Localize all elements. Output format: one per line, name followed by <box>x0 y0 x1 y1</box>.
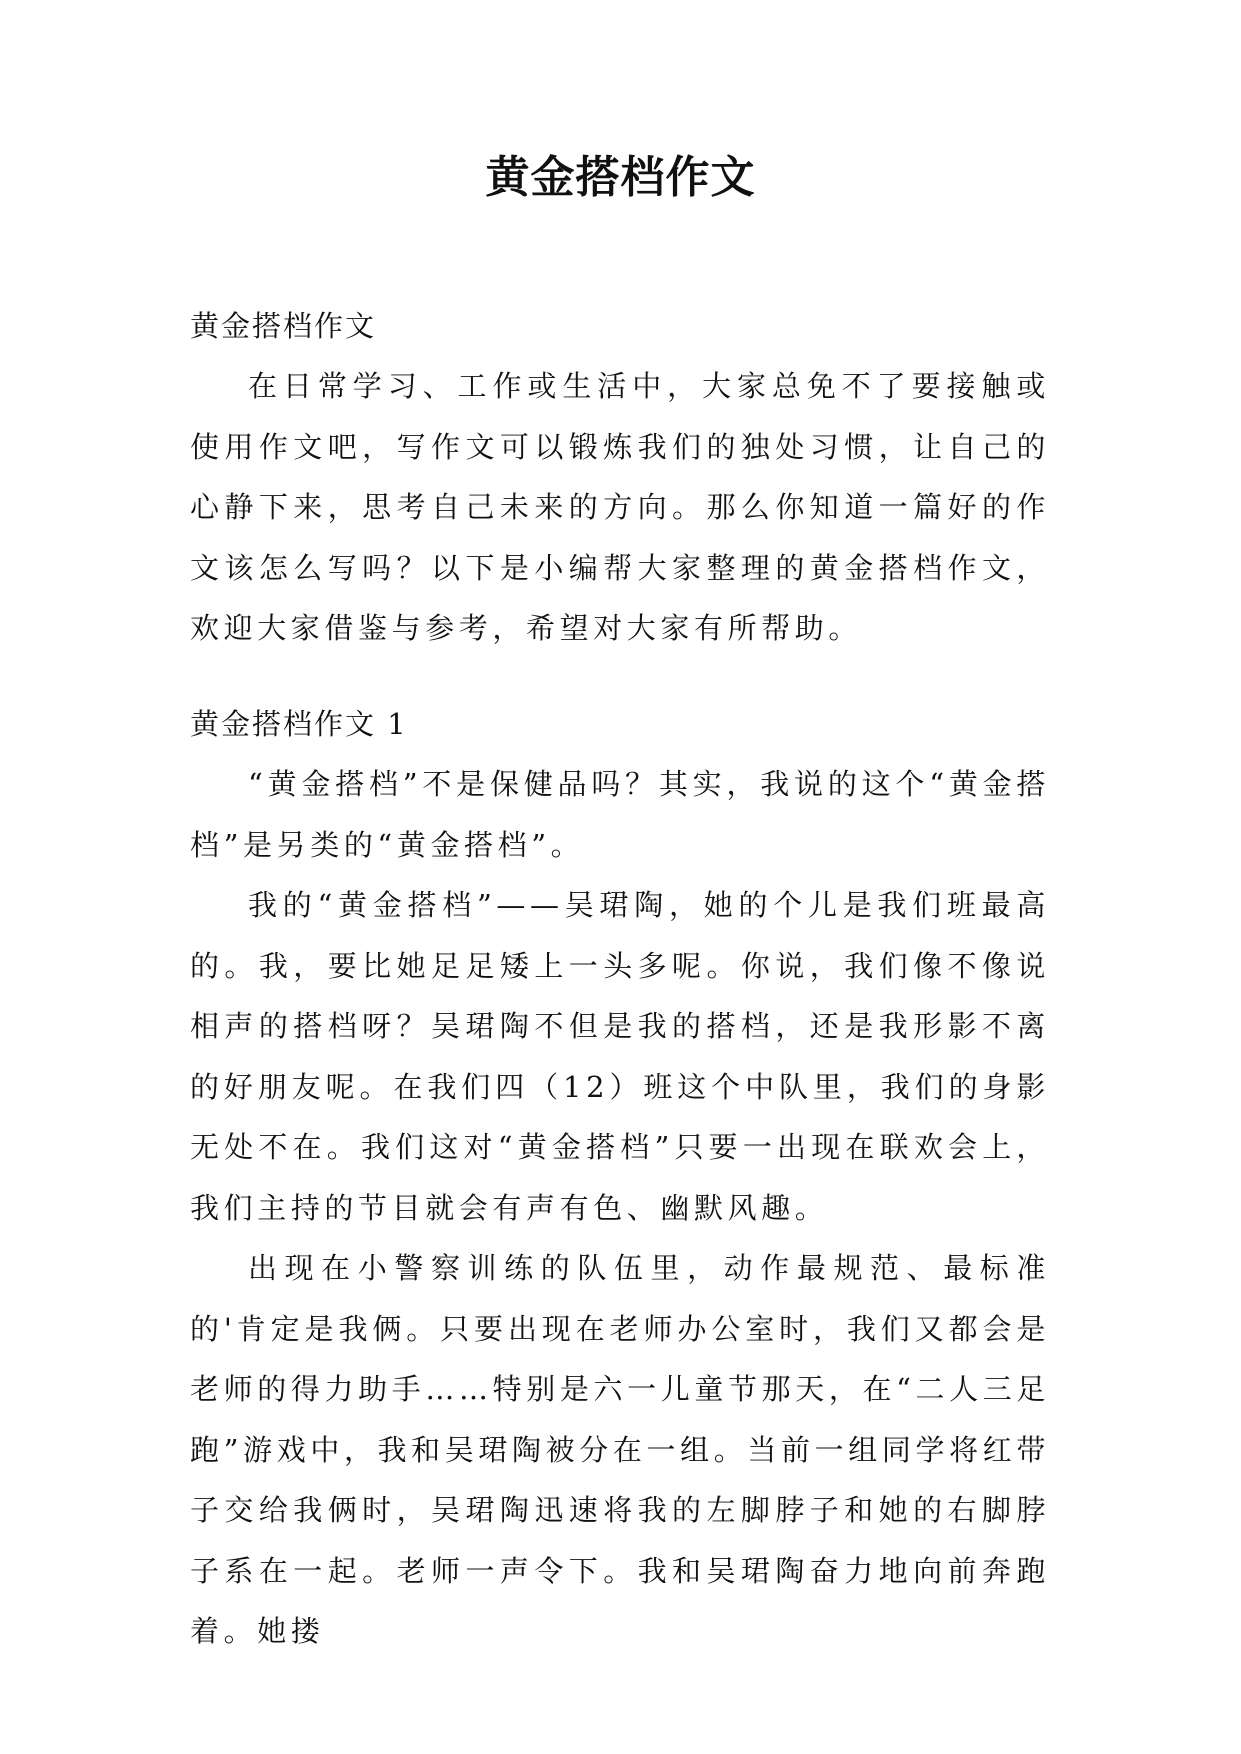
body-paragraph: “黄金搭档”不是保健品吗？其实，我说的这个“黄金搭档”是另类的“黄金搭档”。 <box>190 767 1050 862</box>
intro-section <box>190 296 1050 659</box>
section-1 <box>190 694 1050 1662</box>
body-paragraph: 我的“黄金搭档”——吴珺陶，她的个儿是我们班最高的。我，要比她足足矮上一头多呢。你说，我们像不像说相声的搭档呀？吴珺陶不但是我的搭档，还是我形影不离的好朋友呢。在我们四（12）班这个中队里，我们的身影无处不在。我们这对“黄金搭档”只要一出现在联欢会上，我们主持的节目就会有声有色、幽默风趣。 <box>190 888 1050 1225</box>
section-1-heading: 黄金搭档作文 1 <box>190 707 408 741</box>
intro-heading: 黄金搭档作文 <box>190 309 377 343</box>
intro-paragraph: 在日常学习、工作或生活中，大家总免不了要接触或使用作文吧，写作文可以锻炼我们的独处习惯，让自己的心静下来，思考自己未来的方向。那么你知道一篇好的作文该怎么写吗？以下是小编帮大家整理的黄金搭档作文，欢迎大家借鉴与参考，希望对大家有所帮助。 <box>190 369 1050 645</box>
body-paragraph: 出现在小警察训练的队伍里，动作最规范、最标准的'肯定是我俩。只要出现在老师办公室时，我们又都会是老师的得力助手……特别是六一儿童节那天，在“二人三足跑”游戏中，我和吴珺陶被分在一组。当前一组同学将红带子交给我俩时，吴珺陶迅速将我的左脚脖子和她的右脚脖子系在一起。老师一声令下。我和吴珺陶奋力地向前奔跑着。她搂 <box>190 1251 1050 1648</box>
document-title: 黄金搭档作文 <box>485 152 756 203</box>
